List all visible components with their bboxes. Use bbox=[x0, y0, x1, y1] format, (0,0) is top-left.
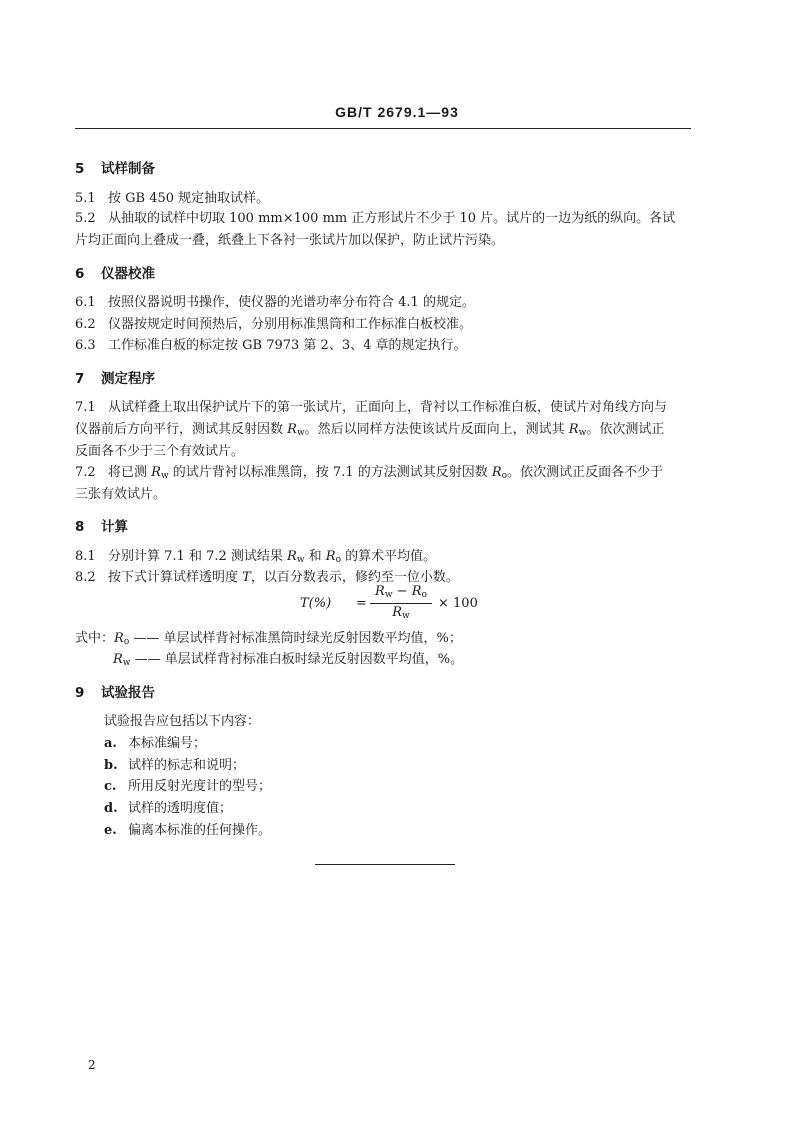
formula-numerator bbox=[370, 584, 432, 600]
clause-text: 按 GB 450 规定抽取试样。 bbox=[108, 191, 270, 206]
symbol-sub: o bbox=[335, 555, 342, 565]
clause-text: 的算术平均值。 bbox=[341, 549, 437, 564]
clause-number: 7.2 bbox=[75, 465, 96, 480]
where-definition: —— 单层试样背衬标准白板时绿光反射因数平均值，%。 bbox=[130, 652, 464, 667]
list-item bbox=[104, 775, 271, 794]
list-item-text: 所用反射光度计的型号； bbox=[128, 779, 272, 794]
symbol-sub: w bbox=[160, 471, 169, 481]
symbol-sub: w bbox=[578, 428, 587, 438]
clause-number: 6.3 bbox=[75, 338, 96, 353]
where-rw bbox=[113, 648, 463, 668]
clause-text: ，以百分数表示，修约至一位小数。 bbox=[250, 570, 459, 585]
clause-number: 5.2 bbox=[75, 211, 96, 226]
symbol-r: R bbox=[392, 605, 403, 620]
section-number: 5 bbox=[75, 161, 85, 177]
list-marker: c. bbox=[104, 779, 117, 794]
clause-5-1 bbox=[75, 187, 269, 206]
section-8-heading bbox=[75, 515, 128, 535]
clause-text: 按照仪器说明书操作，使仪器的光谱功率分布符合 4.1 的规定。 bbox=[108, 295, 475, 310]
symbol-sub: o bbox=[501, 471, 508, 481]
clause-text: 将已测 bbox=[108, 465, 152, 480]
clause-number: 6.2 bbox=[75, 317, 96, 332]
minus-sign: − bbox=[392, 584, 412, 599]
standard-number-header: GB/T 2679.1—93 bbox=[335, 104, 459, 120]
where-r0 bbox=[75, 627, 462, 647]
clause-6-1 bbox=[75, 291, 475, 310]
section-title: 测定程序 bbox=[101, 371, 155, 387]
symbol-r: R bbox=[491, 465, 502, 480]
clause-text: 。然后以同样方法使该试片反面向上，测试其 bbox=[304, 422, 569, 437]
clause-5-2 bbox=[75, 207, 675, 226]
clause-8-1 bbox=[75, 545, 436, 565]
symbol-r: R bbox=[113, 652, 123, 667]
symbol-sub: o bbox=[123, 637, 130, 647]
section-7-heading bbox=[75, 367, 155, 387]
clause-text: 的试片背衬以标准黑筒，按 7.1 的方法测试其反射因数 bbox=[168, 465, 492, 480]
section-number: 8 bbox=[75, 519, 85, 535]
page-number: 2 bbox=[88, 1058, 96, 1072]
formula-rhs: × 100 bbox=[438, 596, 478, 611]
list-marker: e. bbox=[104, 823, 117, 838]
clause-number: 8.2 bbox=[75, 570, 96, 585]
clause-text: 从试样叠上取出保护试片下的第一张试片，正面向上，背衬以工作标准白板，使试片对角线方向与 bbox=[108, 400, 668, 415]
variable-t: T bbox=[242, 570, 251, 585]
list-item bbox=[104, 819, 271, 838]
clause-7-1-cont bbox=[75, 418, 664, 438]
list-item bbox=[104, 754, 245, 773]
list-marker: d. bbox=[104, 801, 118, 816]
clause-text: 仪器按规定时间预热后，分别用标准黑筒和工作标准白板校准。 bbox=[108, 317, 473, 332]
symbol-r: R bbox=[375, 584, 385, 599]
section-6-heading bbox=[75, 262, 155, 282]
symbol-sub: w bbox=[296, 555, 305, 565]
clause-7-2-cont: 三张有效试片。 bbox=[75, 487, 167, 502]
clause-text: 按下式计算试样透明度 bbox=[108, 570, 243, 585]
clause-number: 6.1 bbox=[75, 295, 96, 310]
clause-text: 工作标准白板的标定按 GB 7973 第 2、3、4 章的规定执行。 bbox=[108, 338, 467, 353]
section-5-heading bbox=[75, 157, 155, 177]
list-marker: b. bbox=[104, 758, 118, 773]
clause-number: 8.1 bbox=[75, 549, 96, 564]
symbol-sub: w bbox=[122, 658, 131, 668]
list-marker: a. bbox=[104, 736, 117, 751]
symbol-r: R bbox=[325, 549, 336, 564]
symbol-r: R bbox=[411, 584, 422, 599]
clause-text: 仪器前后方向平行，测试其反射因数 bbox=[75, 422, 288, 437]
list-item bbox=[104, 732, 206, 751]
section-9-heading bbox=[75, 681, 155, 701]
list-item bbox=[104, 797, 232, 816]
symbol-r: R bbox=[114, 631, 124, 646]
transparency-formula bbox=[300, 584, 480, 624]
clause-text: 。依次测试正 bbox=[586, 422, 665, 437]
clause-number: 7.1 bbox=[75, 400, 96, 415]
clause-8-2 bbox=[75, 566, 459, 585]
list-item-text: 本标准编号； bbox=[128, 736, 207, 751]
symbol-sub: o bbox=[421, 590, 427, 600]
section-title: 计算 bbox=[101, 519, 128, 535]
clause-text: 分别计算 7.1 和 7.2 测试结果 bbox=[108, 549, 288, 564]
symbol-r: R bbox=[287, 549, 297, 564]
symbol-r: R bbox=[151, 465, 161, 480]
symbol-sub: w bbox=[402, 611, 410, 621]
where-definition: —— 单层试样背衬标准黑筒时绿光反射因数平均值，%； bbox=[129, 631, 462, 646]
clause-text: 和 bbox=[304, 549, 326, 564]
list-item-text: 偏离本标准的任何操作。 bbox=[128, 823, 272, 838]
clause-5-2-cont: 片均正面向上叠成一叠，纸叠上下各衬一张试片加以保护，防止试片污染。 bbox=[75, 233, 505, 248]
clause-text: 从抽取的试样中切取 100 mm×100 mm 正方形试片不少于 10 片。试片的一边为纸的纵向。各试 bbox=[108, 211, 676, 226]
symbol-sub: w bbox=[384, 590, 393, 600]
symbol-sub: w bbox=[296, 428, 305, 438]
section-title: 试验报告 bbox=[101, 685, 155, 701]
section-number: 6 bbox=[75, 266, 85, 282]
clause-text: 。依次测试正反面各不少于 bbox=[507, 465, 664, 480]
end-rule bbox=[315, 864, 455, 865]
formula-denominator bbox=[370, 605, 432, 621]
symbol-r: R bbox=[568, 422, 579, 437]
section-title: 试样制备 bbox=[101, 161, 155, 177]
clause-6-3 bbox=[75, 334, 467, 353]
formula-equals: = bbox=[356, 596, 367, 611]
symbol-r: R bbox=[287, 422, 297, 437]
report-intro: 试验报告应包括以下内容： bbox=[104, 714, 261, 729]
header-rule bbox=[75, 128, 691, 129]
section-title: 仪器校准 bbox=[101, 266, 155, 282]
fraction-bar bbox=[370, 603, 432, 604]
list-item-text: 试样的标志和说明； bbox=[128, 758, 246, 773]
clause-7-1-cont2: 反面各不少于三个有效试片。 bbox=[75, 444, 245, 459]
section-number: 9 bbox=[75, 685, 85, 701]
clause-7-2 bbox=[75, 461, 663, 481]
list-item-text: 试样的透明度值； bbox=[128, 801, 233, 816]
clause-6-2 bbox=[75, 313, 472, 332]
clause-number: 5.1 bbox=[75, 191, 96, 206]
formula-lhs: T(%) bbox=[300, 596, 332, 611]
section-number: 7 bbox=[75, 371, 85, 387]
where-prefix: 式中： bbox=[75, 631, 115, 646]
clause-7-1 bbox=[75, 396, 667, 415]
